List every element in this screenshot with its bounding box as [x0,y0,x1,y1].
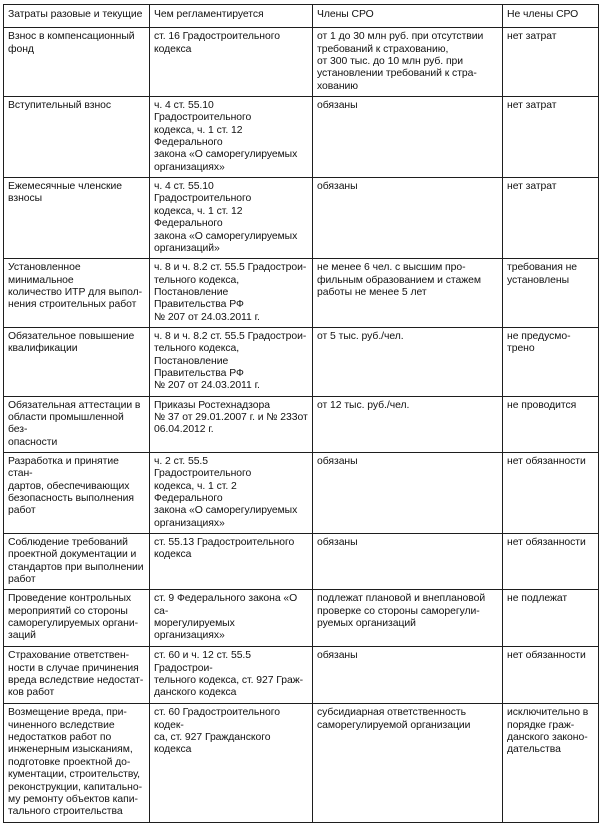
cell-regulation: ст. 9 Федерального закона «О са- морегулируемых организациях» [150,590,313,647]
cell-non-members: нет затрат [503,178,599,259]
table-row [4,28,599,97]
cell-regulation: Приказы Ростехнадзора № 37 от 29.01.2007 г. и № 233от 06.04.2012 г. [150,396,313,452]
cell-cost-item: Разработка и принятие стан- дартов, обеспечивающих безопасность выполнения работ [4,453,150,534]
header-regulation: Чем регламентируется [150,5,313,28]
cell-non-members: нет обязанности [503,453,599,534]
cell-regulation: ч. 4 ст. 55.10 Градостроительного кодекса, ч. 1 ст. 12 Федерального закона «О саморегулируемых организациях» [150,97,313,178]
cell-members: обязаны [313,453,503,534]
table-row [4,396,599,452]
cell-non-members: не предусмо- трено [503,327,599,396]
cell-regulation: ст. 55.13 Градостроительного кодекса [150,534,313,590]
cell-non-members: нет обязанности [503,534,599,590]
cell-members: подлежат плановой и внеплановой проверке со стороны саморегули- руемых организаций [313,590,503,647]
cell-cost-item: Страхование ответствен- ности в случае причинения вреда вследствие недостат- ков работ [4,647,150,704]
comparison-table [3,4,599,823]
cell-members: обязаны [313,97,503,178]
table-row [4,647,599,704]
cell-regulation: ч. 4 ст. 55.10 Градостроительного кодекса, ч. 1 ст. 12 Федерального закона «О саморегулируемых организаций» [150,178,313,259]
cell-members: обязаны [313,178,503,259]
cell-cost-item: Обязательное повышение квалификации [4,327,150,396]
table-row [4,590,599,647]
cell-non-members: нет затрат [503,28,599,97]
cell-regulation: ч. 8 и ч. 8.2 ст. 55.5 Градострои- тельного кодекса, Постановление Правительства РФ № 207 от 24.03.2011 г. [150,259,313,328]
cell-members: обязаны [313,534,503,590]
cell-regulation: ст. 16 Градостроительного кодекса [150,28,313,97]
cell-non-members: требования не установлены [503,259,599,328]
cell-members: от 1 до 30 млн руб. при отсутствии требований к страхованию, от 300 тыс. до 10 млн руб. при установлении требований к стра- хованию [313,28,503,97]
cell-members: не менее 6 чел. с высшим про- фильным образованием и стажем работы не менее 5 лет [313,259,503,328]
cell-regulation: ст. 60 и ч. 12 ст. 55.5 Градострои- тельного кодекса, ст. 927 Граж- данского кодекса [150,647,313,704]
header-costs: Затраты разовые и текущие [4,5,150,28]
cell-non-members: исключительно в порядке граж- данского законо- дательства [503,704,599,822]
cell-cost-item: Установленное минимальное количество ИТР для выпол- нения строительных работ [4,259,150,328]
cell-members: обязаны [313,647,503,704]
cell-members: от 5 тыс. руб./чел. [313,327,503,396]
cell-members: от 12 тыс. руб./чел. [313,396,503,452]
cell-cost-item: Вступительный взнос [4,97,150,178]
cell-non-members: не проводится [503,396,599,452]
header-non-members: Не члены СРО [503,5,599,28]
cell-regulation: ч. 8 и ч. 8.2 ст. 55.5 Градострои- тельного кодекса, Постановление Правительства РФ № 207 от 24.03.2011 г. [150,327,313,396]
table-header-row [4,5,599,28]
cell-non-members: нет затрат [503,97,599,178]
table-row [4,534,599,590]
header-sro-members: Члены СРО [313,5,503,28]
cell-cost-item: Соблюдение требований проектной документации и стандартов при выполнении работ [4,534,150,590]
cell-non-members: нет обязанности [503,647,599,704]
table-row [4,259,599,328]
cell-cost-item: Ежемесячные членские взносы [4,178,150,259]
cell-members: субсидиарная ответственность саморегулируемой организации [313,704,503,822]
cell-cost-item: Проведение контрольных мероприятий со стороны саморегулируемых органи- заций [4,590,150,647]
cell-regulation: ч. 2 ст. 55.5 Градостроительного кодекса, ч. 1 ст. 2 Федерального закона «О саморегулируемых организациях» [150,453,313,534]
cell-cost-item: Возмещение вреда, при- чиненного вследствие недостатков работ по инженерным изысканиям, подготовке проектной до- кументации, строительству, реконструкции, капитально- му ремонту объектов капи- тального строительства [4,704,150,822]
cell-cost-item: Взнос в компенсационный фонд [4,28,150,97]
table-row [4,178,599,259]
cell-non-members: не подлежат [503,590,599,647]
table-row [4,97,599,178]
cell-cost-item: Обязательная аттестации в области промышленной без- опасности [4,396,150,452]
table-row [4,704,599,822]
table-row [4,327,599,396]
cell-regulation: ст. 60 Градостроительного кодек- са, ст. 927 Гражданского кодекса [150,704,313,822]
table-row [4,453,599,534]
